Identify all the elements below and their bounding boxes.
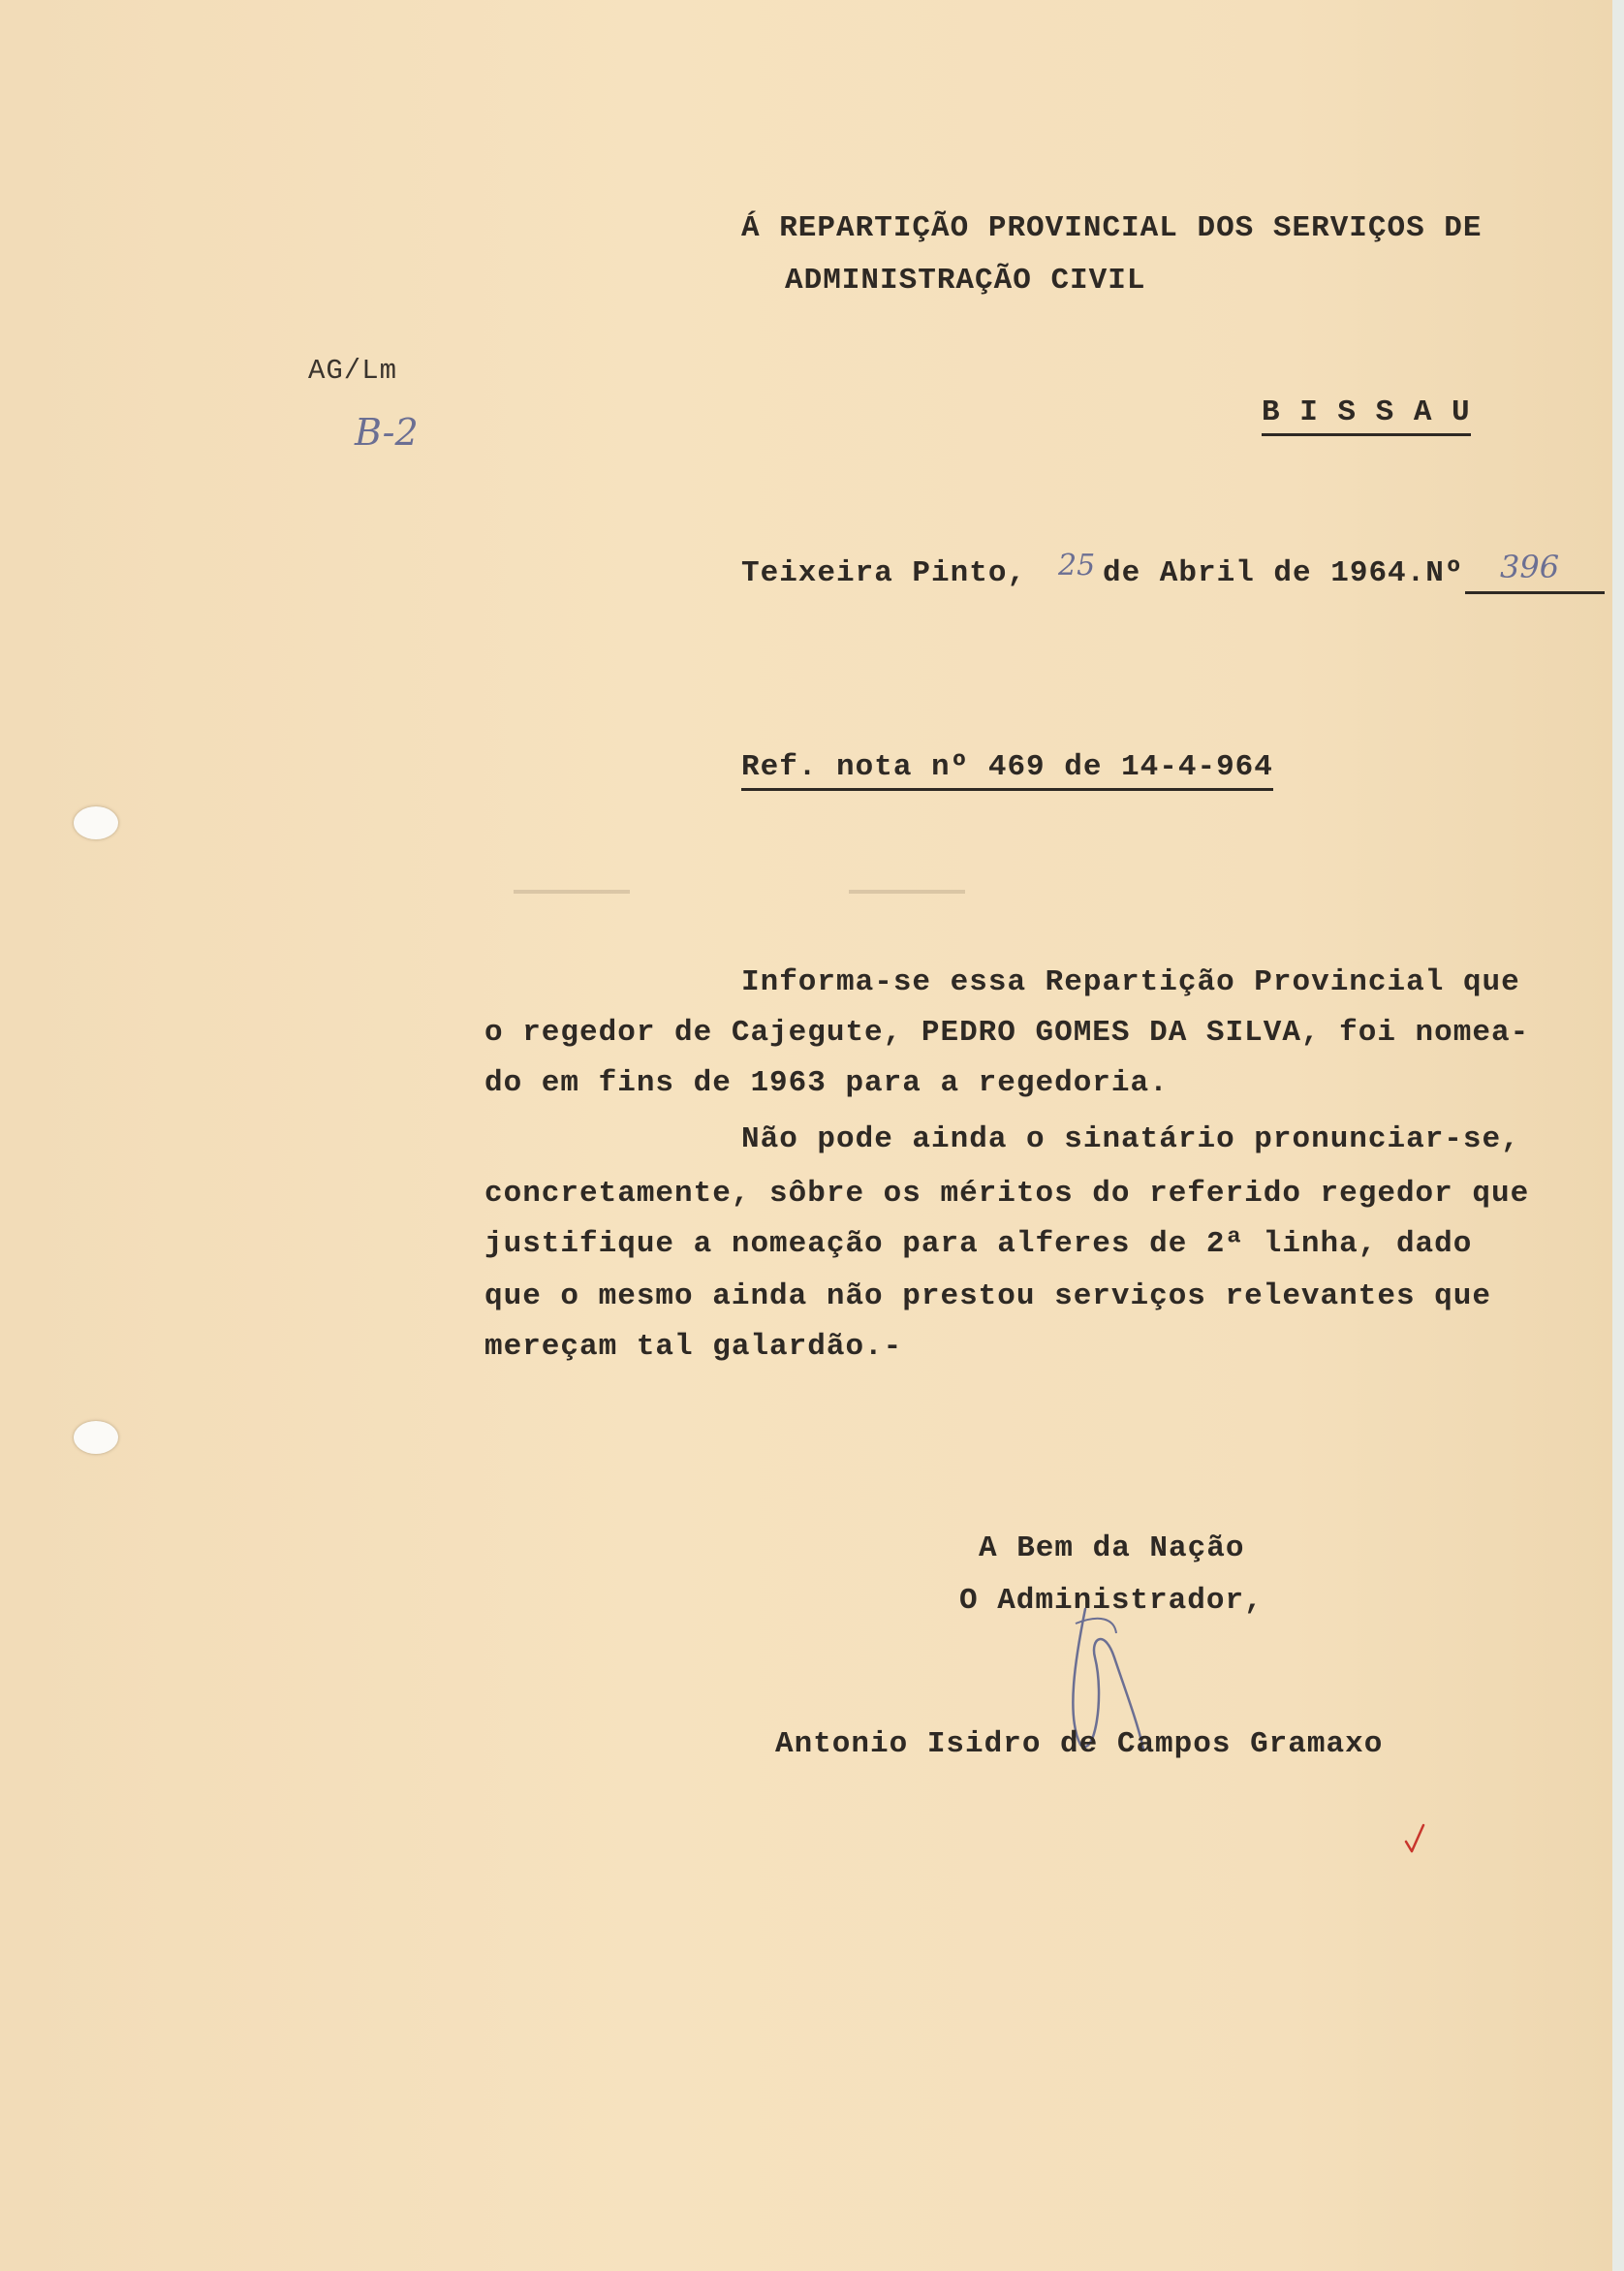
recipient-line-1: Á REPARTIÇÃO PROVINCIAL DOS SERVIÇOS DE <box>741 211 1483 245</box>
dateline-place: Teixeira Pinto, <box>741 556 1027 590</box>
dateline-number: 396 <box>1500 549 1560 585</box>
smudge-mark <box>514 890 630 894</box>
closing-salutation: A Bem da Nação <box>979 1531 1245 1565</box>
dateline-day: 25 <box>1058 549 1096 583</box>
body-line: que o mesmo ainda não prestou serviços relevantes que <box>484 1279 1491 1313</box>
recipient-city: B I S S A U <box>1262 395 1471 436</box>
body-line: justifique a nomeação para alferes de 2ª linha, dado <box>484 1227 1473 1261</box>
punch-hole-top <box>74 806 118 839</box>
recipient-line-2: ADMINISTRAÇÃO CIVIL <box>785 264 1146 298</box>
margin-handwritten-code: B-2 <box>355 411 419 454</box>
signatory-name: Antonio Isidro de Campos Gramaxo <box>775 1727 1384 1761</box>
dateline-number-underline <box>1465 591 1605 594</box>
body-line: do em fins de 1963 para a regedoria. <box>484 1066 1169 1100</box>
body-line: mereçam tal galardão.- <box>484 1330 903 1364</box>
body-line: concretamente, sôbre os méritos do referido regedor que <box>484 1177 1530 1211</box>
margin-reference: AG/Lm <box>308 355 398 387</box>
body-line: Informa-se essa Repartição Provincial que <box>741 965 1520 999</box>
dateline-rest: de Abril de 1964.Nº <box>1103 556 1464 590</box>
body-line: Não pode ainda o sinatário pronunciar-se, <box>741 1122 1520 1156</box>
body-line: o regedor de Cajegute, PEDRO GOMES DA SILVA, foi nomea- <box>484 1016 1530 1050</box>
punch-hole-bottom <box>74 1421 118 1454</box>
closing-title: O Administrador, <box>959 1584 1264 1618</box>
check-mark-icon <box>1403 1822 1426 1855</box>
smudge-mark <box>849 890 965 894</box>
subject-reference: Ref. nota nº 469 de 14-4-964 <box>741 750 1273 791</box>
paper-edge <box>1612 0 1624 2271</box>
